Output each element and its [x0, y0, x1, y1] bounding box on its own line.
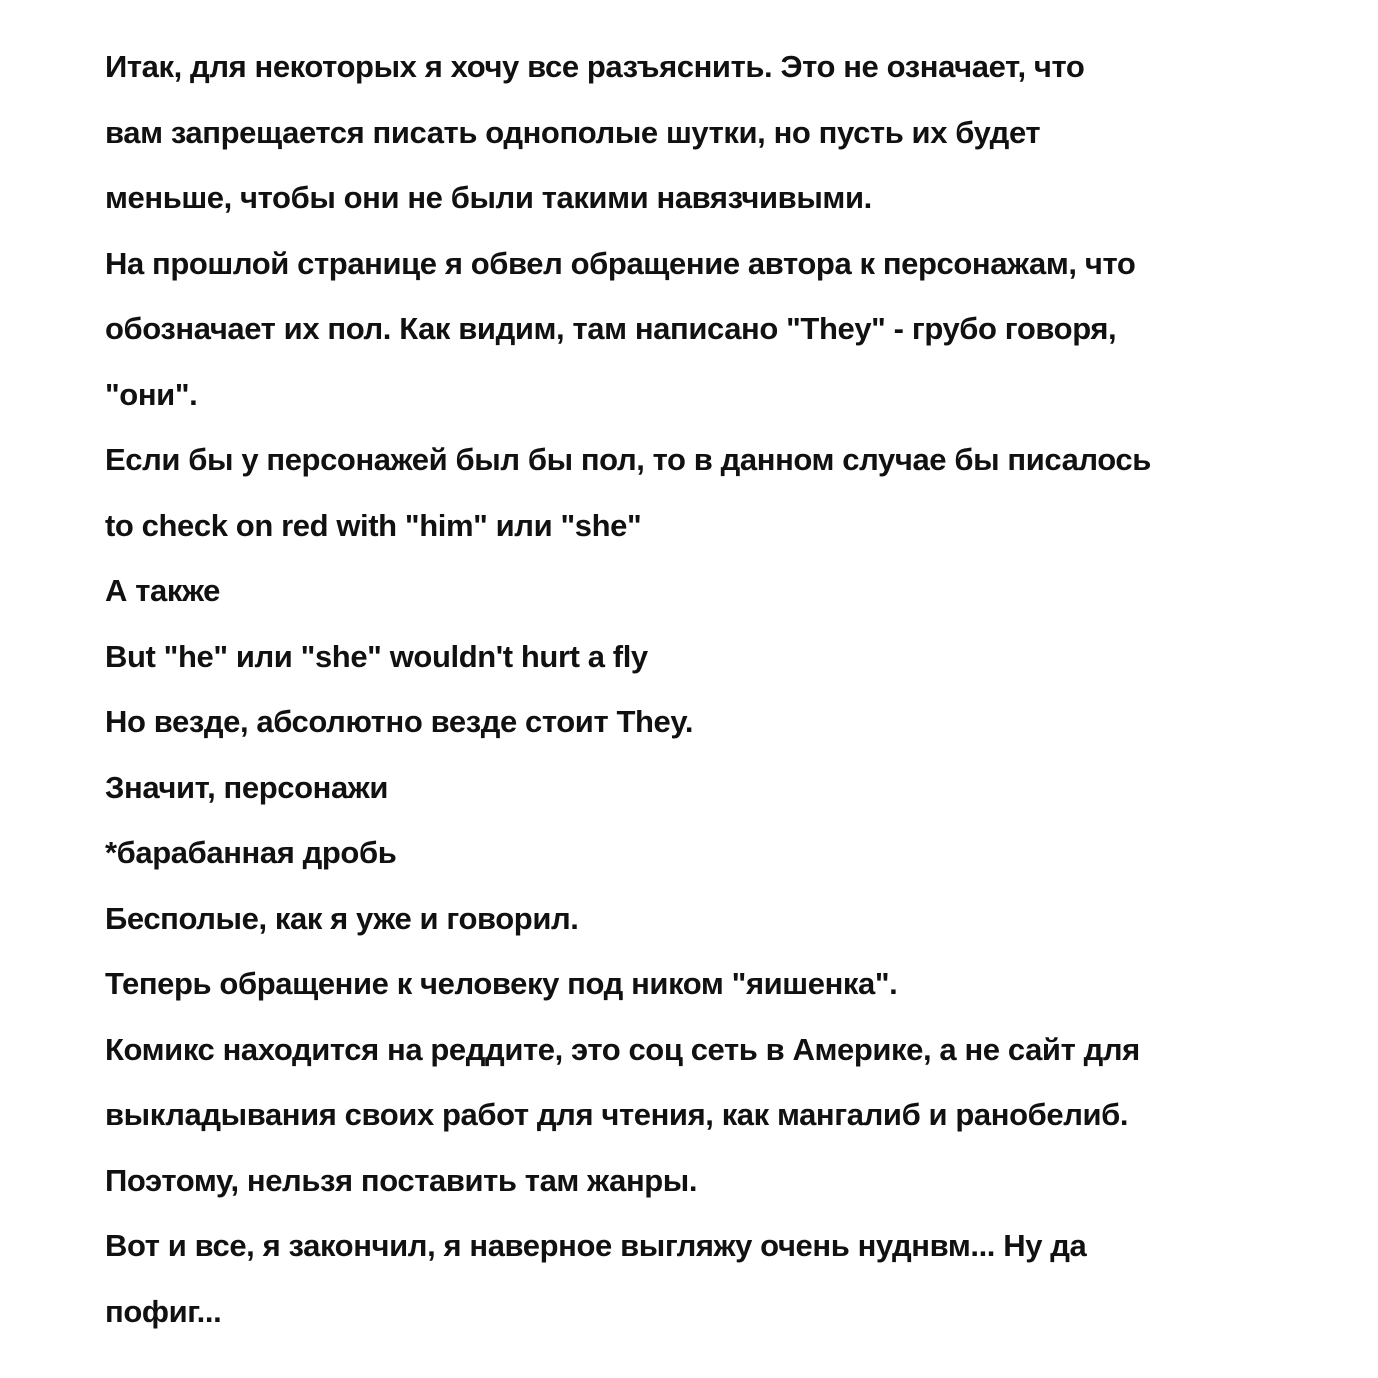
- text-line: обозначает их пол. Как видим, там написано "They" - грубо говоря,: [105, 311, 1117, 346]
- text-line: пофиг...: [105, 1293, 222, 1329]
- text-line: Значит, персонажи: [105, 769, 389, 805]
- text-line: Но везде, абсолютно везде стоит They.: [105, 704, 694, 739]
- text-line: Вот и все, я закончил, я наверное выгляжу очень нуднвм... Ну да: [105, 1228, 1087, 1263]
- text-line: to check on red with "him" или "she": [105, 507, 642, 543]
- text-line: *барабанная дробь: [105, 835, 397, 870]
- text-line: Бесполые, как я уже и говорил.: [105, 900, 579, 936]
- text-line: меньше, чтобы они не были такими навязчивыми.: [105, 180, 872, 215]
- text-line: But "he" или "she" wouldn't hurt a fly: [105, 638, 648, 674]
- text-line: Теперь обращение к человеку под ником "яишенка".: [105, 966, 898, 1001]
- text-line: выкладывания своих работ для чтения, как мангалиб и ранобелиб.: [105, 1097, 1129, 1132]
- text-line: Итак, для некоторых я хочу все разъяснить. Это не означает, что: [105, 49, 1085, 84]
- text-line: А также: [105, 573, 220, 608]
- text-line: "они".: [105, 376, 198, 412]
- text-line: Если бы у персонажей был бы пол, то в данном случае бы писалось: [105, 442, 1151, 477]
- text-line: Поэтому, нельзя поставить там жанры.: [105, 1162, 698, 1198]
- text-line: Комикс находится на реддите, это соц сеть в Америке, а не сайт для: [105, 1031, 1140, 1067]
- text-line: На прошлой странице я обвел обращение автора к персонажам, что: [105, 245, 1136, 281]
- document-text: [105, 34, 1345, 1344]
- text-line: вам запрещается писать однополые шутки, но пусть их будет: [105, 114, 1041, 150]
